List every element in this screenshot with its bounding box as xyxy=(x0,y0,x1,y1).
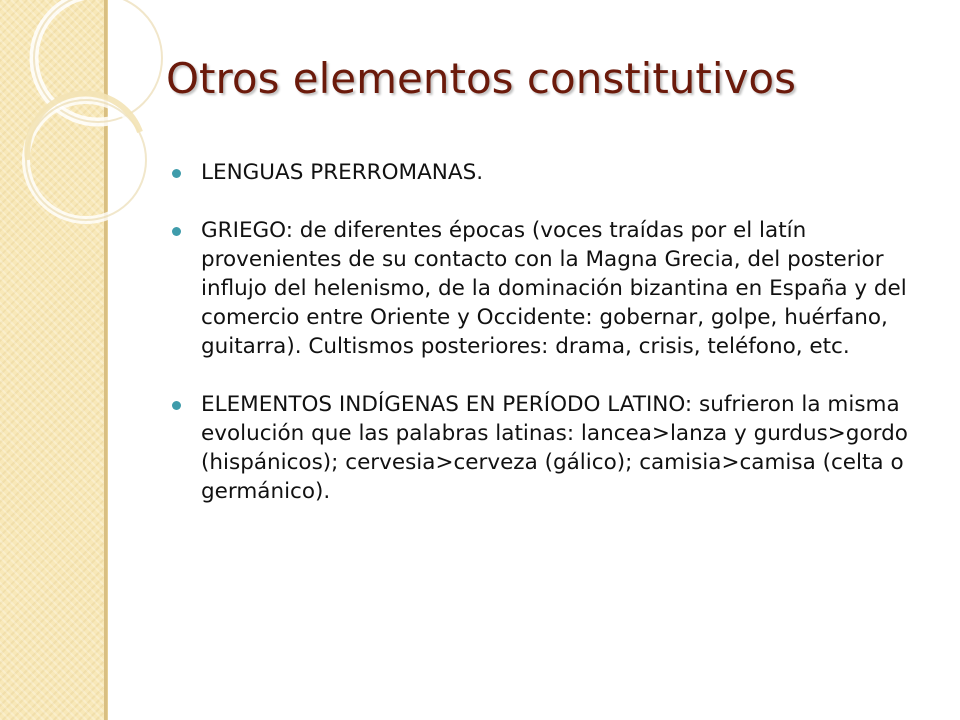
bullet-item xyxy=(166,158,926,187)
bullet-dot-icon xyxy=(172,227,181,236)
bullet-text: LENGUAS PRERROMANAS. xyxy=(201,160,484,185)
bullet-item xyxy=(166,216,926,361)
bullet-list xyxy=(166,158,926,535)
bullet-item xyxy=(166,390,926,506)
decorative-circles-icon xyxy=(0,0,180,260)
bullet-dot-icon xyxy=(172,401,181,410)
bullet-text: ELEMENTOS INDÍGENAS EN PERÍODO LATINO: sufrieron la misma evolución que las palabras latinas: lancea>lanza y gurdus>gordo (hispánicos); cervesia>cerveza (gálico); camisia>camisa (celta o germánico). xyxy=(201,392,908,504)
slide-title: Otros elementos constitutivos xyxy=(166,54,796,103)
bullet-text: GRIEGO: de diferentes épocas (voces traídas por el latín provenientes de su contacto con la Magna Grecia, del posterior influjo del helenismo, de la dominación bizantina en España y del comercio entre Oriente y Occidente: gobernar, golpe, huérfano, guitarra). Cultismos posteriores: drama, crisis, teléfono, etc. xyxy=(201,218,907,359)
bullet-dot-icon xyxy=(172,169,181,178)
